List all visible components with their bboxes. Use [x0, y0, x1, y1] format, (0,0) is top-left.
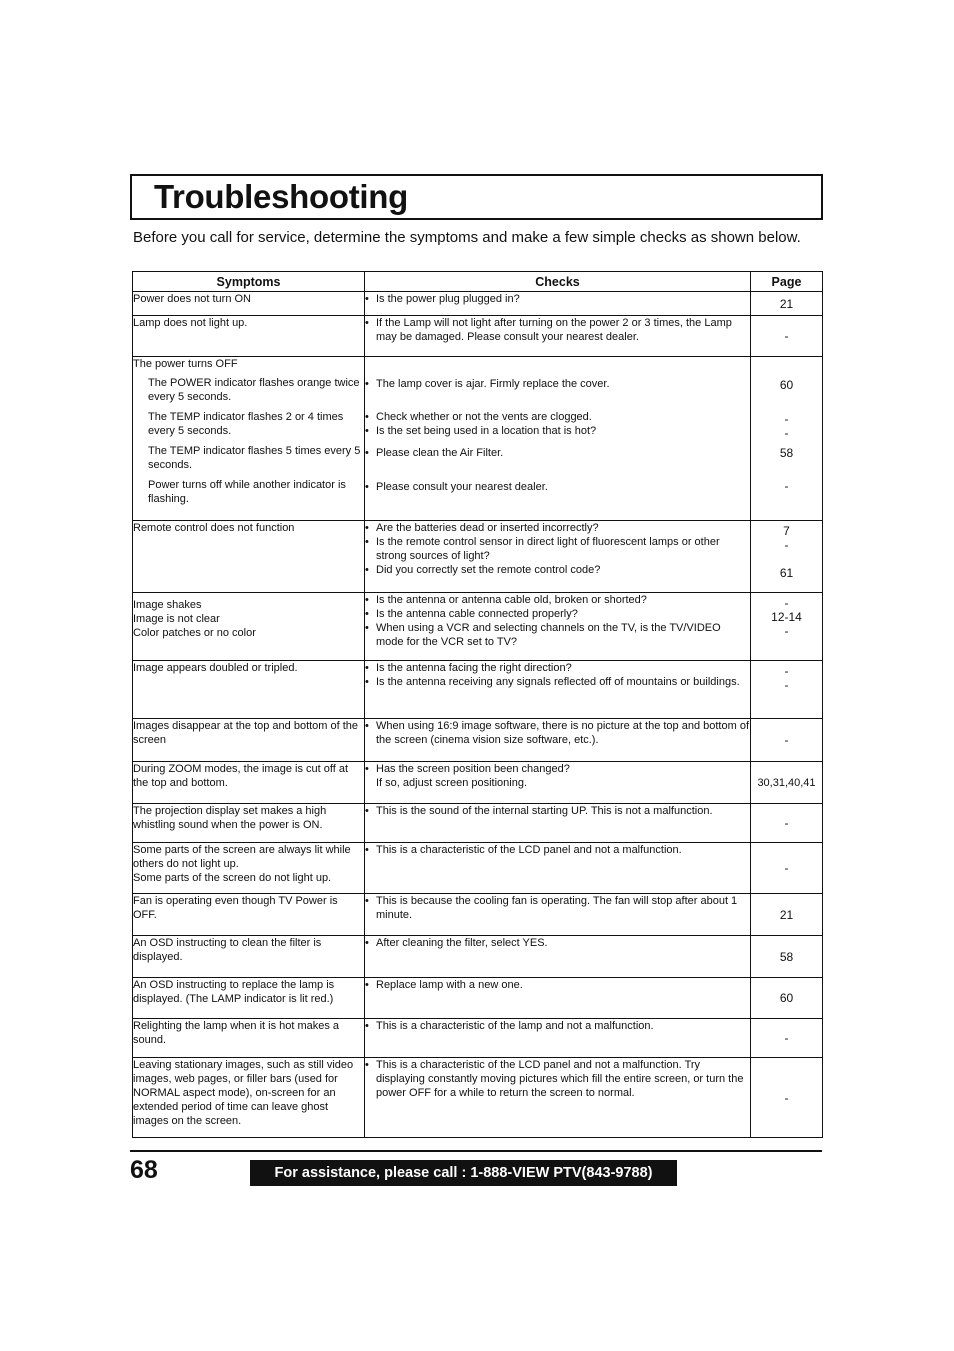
checks-cell	[365, 843, 751, 894]
page-cell: 21	[751, 292, 823, 316]
table-row	[133, 894, 823, 936]
check-item: • This is the sound of the internal starting UP. This is not a malfunction.	[365, 804, 750, 818]
table-row	[133, 292, 823, 316]
check-item: • Are the batteries dead or inserted incorrectly?	[365, 521, 750, 535]
check-item: • Has the screen position been changed? If so, adjust screen positioning.	[365, 762, 750, 790]
check-item: • Is the remote control sensor in direct light of fluorescent lamps or other strong sources of light?	[365, 535, 750, 563]
symptom-line: Some parts of the screen do not light up.	[133, 872, 332, 884]
symptom-cell: Images disappear at the top and bottom of the screen	[133, 719, 365, 762]
checks-cell	[365, 719, 751, 762]
header-checks: Checks	[365, 272, 751, 292]
symptom-cell	[133, 843, 365, 894]
page-ref: -	[784, 664, 789, 678]
check-item: • Please consult your nearest dealer.	[365, 480, 750, 494]
page-title: Troubleshooting	[154, 178, 408, 215]
table-row-power-off	[133, 357, 823, 521]
symptom-cell: During ZOOM modes, the image is cut off at the top and bottom.	[133, 762, 365, 804]
table-row	[133, 762, 823, 804]
table-header-row	[133, 272, 823, 292]
check-item: • Check whether or not the vents are clogged.	[365, 410, 750, 424]
check-item: • When using 16:9 image software, there is no picture at the top and bottom of the screen (cinema vision size software, etc.).	[365, 719, 750, 747]
symptom-cell: Leaving stationary images, such as still video images, web pages, or filler bars (used for NORMAL aspect mode), on-screen for an extended period of time can leave ghost images on the screen.	[133, 1058, 365, 1138]
table-row	[133, 1019, 823, 1058]
page-number: 68	[130, 1156, 158, 1184]
checks-cell	[365, 894, 751, 936]
check-item: • Replace lamp with a new one.	[365, 978, 750, 992]
page-cell	[751, 521, 823, 593]
check-item: • After cleaning the filter, select YES.	[365, 936, 750, 950]
check-item: • Is the antenna cable connected properly?	[365, 607, 750, 621]
check-item: • This is because the cooling fan is operating. The fan will stop after about 1 minute.	[365, 894, 750, 922]
page-ref: 58	[779, 446, 794, 460]
page-cell: -	[751, 316, 823, 357]
page-ref: 7	[783, 524, 790, 538]
symptom-line: Image is not clear	[133, 613, 220, 625]
table-row	[133, 804, 823, 843]
table-row	[133, 719, 823, 762]
checks-cell	[365, 316, 751, 357]
checks-cell	[365, 804, 751, 843]
page-cell	[751, 661, 823, 719]
page-ref: -	[784, 624, 789, 638]
symptom-cell: An OSD instructing to replace the lamp is displayed. (The LAMP indicator is lit red.)	[133, 978, 365, 1019]
sub-symptom: The TEMP indicator flashes 5 times every 5 seconds.	[148, 445, 361, 471]
title-box	[130, 174, 823, 220]
table-row	[133, 661, 823, 719]
check-item: • Is the antenna facing the right direction?	[365, 661, 750, 675]
check-item: • Is the antenna or antenna cable old, broken or shorted?	[365, 593, 750, 607]
symptom-cell: Relighting the lamp when it is hot makes a sound.	[133, 1019, 365, 1058]
header-symptoms: Symptoms	[133, 272, 365, 292]
page-ref: 60	[779, 378, 794, 392]
page-ref: -	[784, 426, 789, 440]
page-ref: -	[784, 678, 789, 692]
symptom-cell: Fan is operating even though TV Power is OFF.	[133, 894, 365, 936]
check-item: • If the Lamp will not light after turning on the power 2 or 3 times, the Lamp may be damaged. Please consult your nearest dealer.	[365, 316, 750, 344]
symptom-cell: Power does not turn ON	[133, 292, 365, 316]
table-row	[133, 593, 823, 661]
symptom-line: Color patches or no color	[133, 627, 256, 639]
sub-symptom: The POWER indicator flashes orange twice every 5 seconds.	[148, 377, 360, 403]
check-item: • Is the power plug plugged in?	[365, 292, 750, 306]
page-cell: -	[751, 804, 823, 843]
checks-cell	[365, 936, 751, 978]
page-cell: 58	[751, 936, 823, 978]
checks-cell	[365, 1019, 751, 1058]
symptom-cell	[133, 357, 365, 521]
page-cell: -	[751, 719, 823, 762]
troubleshooting-table	[132, 271, 823, 1138]
symptom-cell: Remote control does not function	[133, 521, 365, 593]
symptom-line: Image shakes	[133, 599, 202, 611]
page-ref: 12-14	[771, 610, 802, 624]
footer-divider	[130, 1150, 822, 1152]
table-row	[133, 936, 823, 978]
checks-cell	[365, 292, 751, 316]
header-page: Page	[751, 272, 823, 292]
symptom-cell: Lamp does not light up.	[133, 316, 365, 357]
page-ref: -	[784, 412, 789, 426]
checks-cell	[365, 593, 751, 661]
table-row	[133, 978, 823, 1019]
table-row	[133, 1058, 823, 1138]
checks-cell	[365, 762, 751, 804]
symptom-cell: Image appears doubled or tripled.	[133, 661, 365, 719]
checks-cell	[365, 1058, 751, 1138]
check-item: • When using a VCR and selecting channels on the TV, is the TV/VIDEO mode for the VCR set to TV?	[365, 621, 750, 649]
check-item: • Is the set being used in a location that is hot?	[365, 424, 750, 438]
checks-cell	[365, 978, 751, 1019]
table-row	[133, 316, 823, 357]
symptom-cell	[133, 593, 365, 661]
sub-symptom: The TEMP indicator flashes 2 or 4 times every 5 seconds.	[148, 411, 344, 437]
checks-cell	[365, 661, 751, 719]
page-ref	[751, 552, 822, 566]
page-cell	[751, 357, 823, 521]
page-ref: -	[784, 596, 789, 610]
intro-text: Before you call for service, determine the symptoms and make a few simple checks as shown below.	[133, 229, 801, 246]
symptom-cell: The projection display set makes a high whistling sound when the power is ON.	[133, 804, 365, 843]
check-item: • This is a characteristic of the lamp and not a malfunction.	[365, 1019, 750, 1033]
assistance-banner: For assistance, please call : 1-888-VIEW PTV(843-9788)	[250, 1160, 677, 1186]
page-cell: 21	[751, 894, 823, 936]
table-row	[133, 521, 823, 593]
page-cell: 30,31,40,41	[751, 762, 823, 804]
check-item: • Is the antenna receiving any signals reflected off of mountains or buildings.	[365, 675, 750, 689]
sub-symptom: Power turns off while another indicator is flashing.	[148, 479, 346, 505]
check-item: • Please clean the Air Filter.	[365, 446, 750, 460]
check-item: • This is a characteristic of the LCD panel and not a malfunction.	[365, 843, 750, 857]
check-item: • Did you correctly set the remote control code?	[365, 563, 750, 577]
page-cell: -	[751, 1019, 823, 1058]
symptom-group-title: The power turns OFF	[133, 358, 238, 370]
symptom-line: Some parts of the screen are always lit while others do not light up.	[133, 844, 351, 870]
table-row	[133, 843, 823, 894]
symptom-cell: An OSD instructing to clean the filter is displayed.	[133, 936, 365, 978]
page-cell: -	[751, 843, 823, 894]
page-cell: -	[751, 1058, 823, 1138]
checks-cell	[365, 521, 751, 593]
check-item: • This is a characteristic of the LCD panel and not a malfunction. Try displaying constantly moving pictures which fill the entire screen, or turn the power OFF for a while to return the screen to normal.	[365, 1058, 750, 1100]
page-cell	[751, 593, 823, 661]
page-ref: -	[784, 538, 789, 552]
checks-cell	[365, 357, 751, 521]
page-ref: -	[784, 479, 789, 493]
check-item: • The lamp cover is ajar. Firmly replace the cover.	[365, 377, 750, 391]
page-ref: 61	[779, 566, 794, 580]
page-cell: 60	[751, 978, 823, 1019]
